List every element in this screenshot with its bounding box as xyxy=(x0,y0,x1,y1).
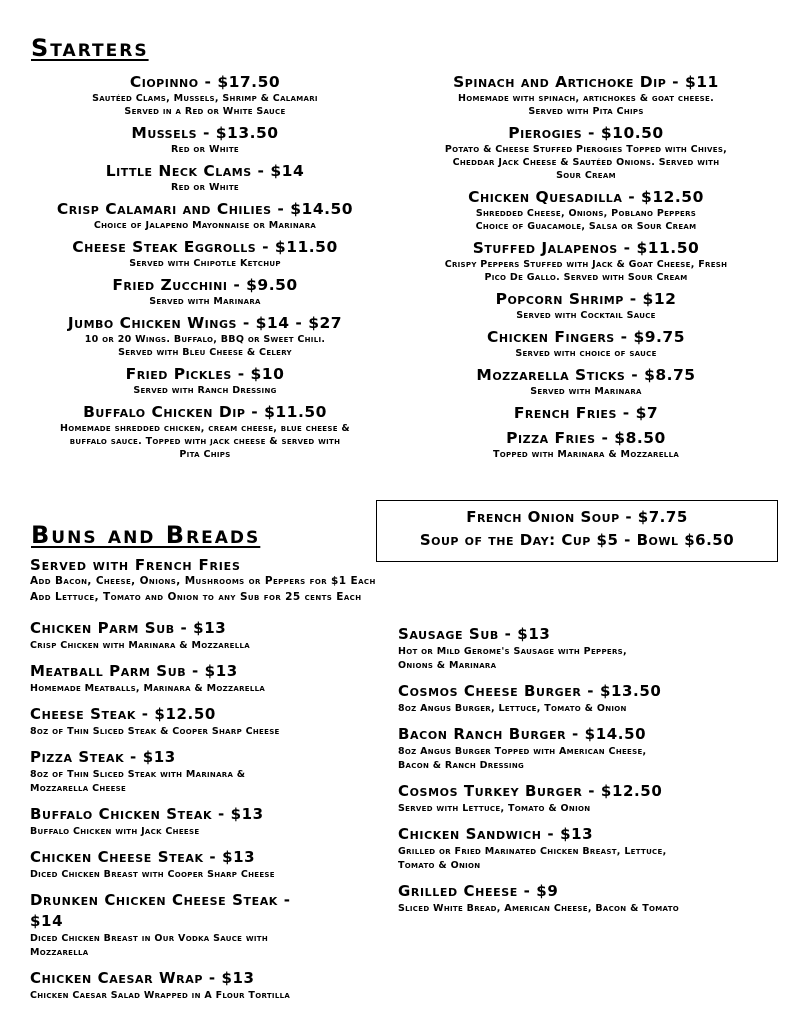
menu-item xyxy=(396,239,776,284)
item-desc: Bacon & Ranch Dressing xyxy=(398,760,525,771)
item-name-price: $14 xyxy=(30,912,64,930)
item-desc: Served with Ranch Dressing xyxy=(133,385,277,396)
buns-note: Add Bacon, Cheese, Onions, Mushrooms or Peppers for $1 Each xyxy=(30,575,376,587)
item-name: Popcorn Shrimp - $12 xyxy=(495,290,677,308)
item-name: Cheese Steak - $12.50 xyxy=(30,705,216,723)
item-name: Ciopinno - $17.50 xyxy=(129,73,281,91)
item-name: Chicken Sandwich - $13 xyxy=(398,825,594,843)
item-name: Cosmos Turkey Burger - $12.50 xyxy=(398,782,663,800)
menu-item xyxy=(10,276,400,308)
item-desc: Served with Marinara xyxy=(149,296,261,307)
item-desc: 8oz Angus Burger, Lettuce, Tomato & Onion xyxy=(398,703,627,714)
menu-item xyxy=(10,365,400,397)
menu-item xyxy=(10,200,400,232)
item-desc: 10 or 20 Wings. Buffalo, BBQ or Sweet Chili. xyxy=(84,334,326,345)
menu-item xyxy=(30,747,380,796)
item-desc: Served with Lettuce, Tomato & Onion xyxy=(398,803,591,814)
item-name: Fried Zucchini - $9.50 xyxy=(112,276,298,294)
item-name: French Fries - $7 xyxy=(513,404,659,422)
item-name: Chicken Fingers - $9.75 xyxy=(487,328,685,346)
menu-item xyxy=(398,724,778,773)
menu-item xyxy=(396,124,776,182)
item-desc: Buffalo Chicken with Jack Cheese xyxy=(30,826,200,837)
item-name: Mozzarella Sticks - $8.75 xyxy=(476,366,696,384)
menu-item xyxy=(398,781,778,816)
item-name: Sausage Sub - $13 xyxy=(398,625,551,643)
starters-right-column xyxy=(396,73,776,461)
menu-item xyxy=(398,881,778,916)
menu-item xyxy=(396,188,776,233)
item-desc: Grilled or Fried Marinated Chicken Breast, Lettuce, xyxy=(398,846,667,857)
starters-heading: Starters xyxy=(31,34,149,62)
item-name: Chicken Quesadilla - $12.50 xyxy=(468,188,704,206)
item-name: Little Neck Clams - $14 xyxy=(105,162,305,180)
item-desc: Diced Chicken Breast with Cooper Sharp Cheese xyxy=(30,869,275,880)
menu-item xyxy=(30,661,380,696)
menu-item xyxy=(398,681,778,716)
soup-line: French Onion Soup - $7.75 xyxy=(466,508,688,526)
buns-note: Add Lettuce, Tomato and Onion to any Sub for 25 cents Each xyxy=(30,591,362,603)
item-name: Grilled Cheese - $9 xyxy=(398,882,559,900)
item-desc: Pico De Gallo. Served with Sour Cream xyxy=(484,272,688,283)
item-desc: Red or White xyxy=(171,182,239,193)
item-desc: Served with Cocktail Sauce xyxy=(516,310,656,321)
item-desc: buffalo sauce. Topped with jack cheese & served with xyxy=(69,436,341,447)
item-desc: Homemade Meatballs, Marinara & Mozzarella xyxy=(30,683,266,694)
item-desc: Sautéed Clams, Mussels, Shrimp & Calamari xyxy=(92,93,318,104)
item-desc: Crisp Chicken with Marinara & Mozzarella xyxy=(30,640,250,651)
item-desc: Served with Pita Chips xyxy=(528,106,644,117)
item-name: Crisp Calamari and Chilies - $14.50 xyxy=(56,200,354,218)
item-desc: Choice of Jalapeno Mayonnaise or Marinara xyxy=(93,220,317,231)
menu-item xyxy=(30,847,380,882)
item-desc: Crispy Peppers Stuffed with Jack & Goat Cheese, Fresh xyxy=(444,259,728,270)
menu-item xyxy=(398,824,778,873)
item-name: Buffalo Chicken Steak - $13 xyxy=(30,805,264,823)
item-desc: Mozzarella Cheese xyxy=(30,783,127,794)
item-desc: Topped with Marinara & Mozzarella xyxy=(492,449,680,460)
item-name: Pizza Steak - $13 xyxy=(30,748,176,766)
item-name: Jumbo Chicken Wings - $14 - $27 xyxy=(67,314,343,332)
item-name: Meatball Parm Sub - $13 xyxy=(30,662,238,680)
item-name: Pizza Fries - $8.50 xyxy=(506,429,666,447)
soup-line: Soup of the Day: Cup $5 - Bowl $6.50 xyxy=(419,531,735,549)
menu-item xyxy=(396,404,776,423)
buns-heading: Buns and Breads xyxy=(31,521,261,549)
menu-item xyxy=(10,73,400,118)
item-desc: 8oz of Thin Sliced Steak & Cooper Sharp Cheese xyxy=(30,726,280,737)
item-desc: Potato & Cheese Stuffed Pierogies Topped with Chives, xyxy=(444,144,728,155)
menu-item xyxy=(398,624,778,673)
item-name: Pierogies - $10.50 xyxy=(508,124,664,142)
item-desc: Diced Chicken Breast in Our Vodka Sauce with xyxy=(30,933,269,944)
item-desc: Served with Bleu Cheese & Celery xyxy=(118,347,292,358)
menu-item xyxy=(396,73,776,118)
item-desc: Served with choice of sauce xyxy=(515,348,657,359)
item-name: Chicken Cheese Steak - $13 xyxy=(30,848,256,866)
item-name: Cosmos Cheese Burger - $13.50 xyxy=(398,682,662,700)
menu-item xyxy=(10,403,400,461)
soup-box xyxy=(376,500,778,562)
item-desc: Cheddar Jack Cheese & Sautéed Onions. Served with xyxy=(452,157,720,168)
item-desc: Homemade shredded chicken, cream cheese, blue cheese & xyxy=(59,423,351,434)
menu-item xyxy=(396,328,776,360)
item-name: Fried Pickles - $10 xyxy=(125,365,285,383)
item-desc: Sliced White Bread, American Cheese, Bacon & Tomato xyxy=(398,903,680,914)
item-name: Buffalo Chicken Dip - $11.50 xyxy=(83,403,327,421)
item-desc: Sour Cream xyxy=(556,170,616,181)
menu-item xyxy=(30,618,380,653)
buns-subtitle: Served with French Fries xyxy=(30,556,241,574)
item-name: Stuffed Jalapenos - $11.50 xyxy=(472,239,700,257)
item-name: Drunken Chicken Cheese Steak - xyxy=(30,891,291,909)
menu-item xyxy=(30,804,380,839)
buns-left-column xyxy=(30,618,380,1003)
item-desc: Served with Marinara xyxy=(530,386,642,397)
item-desc: 8oz Angus Burger Topped with American Cheese, xyxy=(398,746,647,757)
item-desc: Hot or Mild Gerome's Sausage with Peppers, xyxy=(398,646,627,657)
item-name: Mussels - $13.50 xyxy=(131,124,279,142)
item-desc: Homemade with spinach, artichokes & goat cheese. xyxy=(458,93,714,104)
menu-item xyxy=(396,290,776,322)
menu-item xyxy=(10,162,400,194)
item-name: Cheese Steak Eggrolls - $11.50 xyxy=(72,238,338,256)
menu-item xyxy=(10,314,400,359)
starters-left-column xyxy=(10,73,400,461)
item-desc: Served with Chipotle Ketchup xyxy=(129,258,281,269)
item-desc: Shredded Cheese, Onions, Poblano Peppers xyxy=(475,208,697,219)
buns-right-column xyxy=(398,624,778,916)
item-desc: 8oz of Thin Sliced Steak with Marinara & xyxy=(30,769,246,780)
menu-item xyxy=(30,890,380,960)
menu-item xyxy=(396,429,776,461)
item-name: Chicken Caesar Wrap - $13 xyxy=(30,969,255,987)
menu-item xyxy=(30,704,380,739)
menu-item xyxy=(396,366,776,398)
item-name: Chicken Parm Sub - $13 xyxy=(30,619,227,637)
item-name: Spinach and Artichoke Dip - $11 xyxy=(453,73,719,91)
item-desc: Choice of Guacamole, Salsa or Sour Cream xyxy=(475,221,697,232)
item-desc: Mozzarella xyxy=(30,947,89,958)
menu-item xyxy=(10,124,400,156)
item-desc: Tomato & Onion xyxy=(398,860,481,871)
menu-item xyxy=(10,238,400,270)
item-desc: Red or White xyxy=(171,144,239,155)
item-desc: Served in a Red or White Sauce xyxy=(124,106,286,117)
item-desc: Chicken Caesar Salad Wrapped in A Flour Tortilla xyxy=(30,990,291,1001)
menu-item xyxy=(30,968,380,1003)
item-name: Bacon Ranch Burger - $14.50 xyxy=(398,725,647,743)
item-desc: Onions & Marinara xyxy=(398,660,497,671)
item-desc: Pita Chips xyxy=(179,449,231,460)
